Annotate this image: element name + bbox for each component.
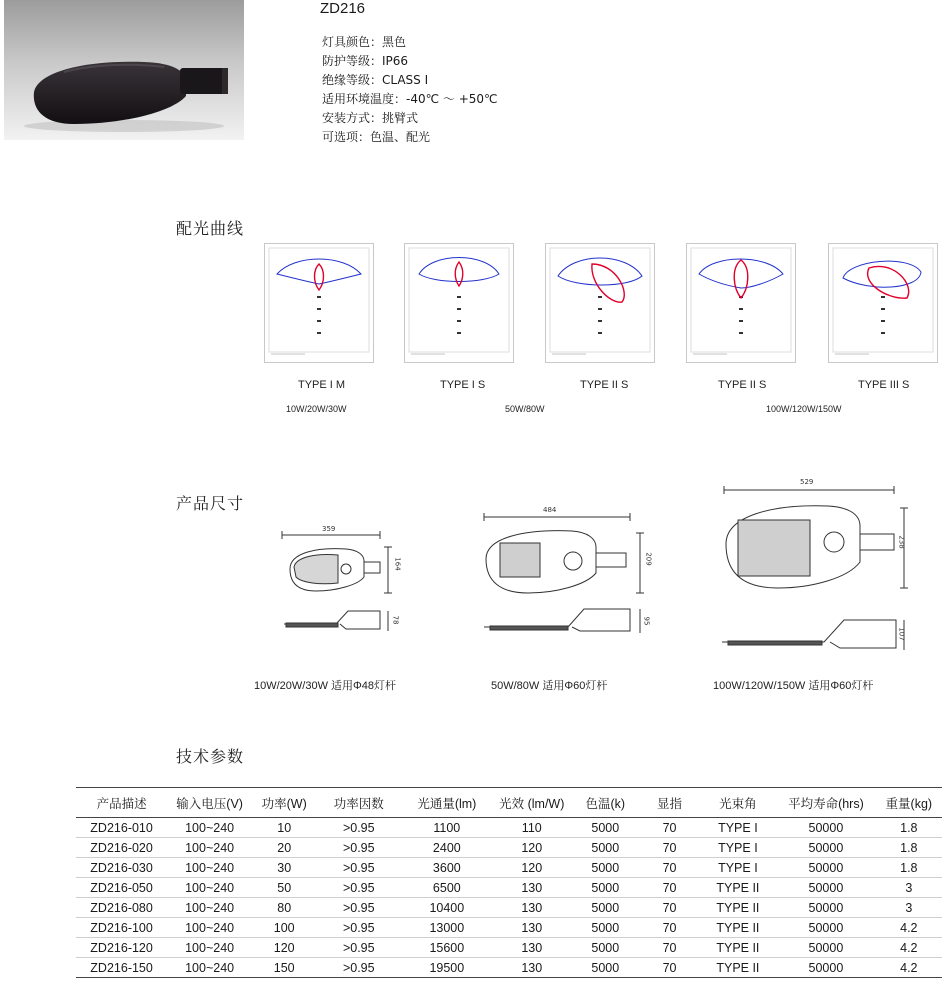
header-beam: 光束角	[700, 788, 777, 818]
table-cell: 50000	[776, 958, 875, 978]
table-cell: ZD216-120	[76, 938, 167, 958]
table-cell: 1.8	[876, 818, 942, 838]
table-row	[76, 918, 942, 938]
dim-width-medium: 484	[543, 506, 557, 514]
header-product: 产品描述	[76, 788, 167, 818]
table-cell: 120	[492, 838, 571, 858]
table-row	[76, 938, 942, 958]
table-cell: 70	[639, 838, 699, 858]
table-cell: 20	[252, 838, 316, 858]
table-cell: 5000	[571, 958, 639, 978]
tech-params-table	[76, 787, 942, 978]
table-cell: >0.95	[316, 818, 401, 838]
curve-power-3: 100W/120W/150W	[766, 404, 842, 414]
table-cell: 50000	[776, 918, 875, 938]
table-cell: 10400	[401, 898, 492, 918]
curve-label-2: TYPE I S	[440, 379, 486, 391]
table-cell: >0.95	[316, 918, 401, 938]
table-cell: 4.2	[876, 938, 942, 958]
table-cell: 70	[639, 918, 699, 938]
curve-label-4: TYPE II S	[718, 379, 767, 391]
curve-red-series	[734, 260, 748, 298]
curve-label-1: TYPE I M	[298, 379, 346, 391]
light-curve-chart	[404, 243, 514, 363]
curve-blue-series	[699, 259, 783, 288]
table-cell: ZD216-020	[76, 838, 167, 858]
dim-caption-large: 100W/120W/150W 适用Φ60灯杆	[713, 680, 874, 692]
dim-height-large: 238	[897, 535, 906, 549]
light-curve-chart	[828, 243, 938, 363]
header-power: 功率(W)	[252, 788, 316, 818]
table-cell: 100~240	[167, 818, 252, 838]
table-row	[76, 898, 942, 918]
table-cell: 6500	[401, 878, 492, 898]
dim-height-small: 164	[393, 557, 402, 571]
dimension-drawing-small	[276, 525, 406, 640]
table-row	[76, 958, 942, 978]
table-cell: >0.95	[316, 858, 401, 878]
table-cell: 70	[639, 958, 699, 978]
table-cell: 130	[492, 958, 571, 978]
table-cell: 70	[639, 938, 699, 958]
table-cell: 50000	[776, 898, 875, 918]
table-row	[76, 858, 942, 878]
table-cell: >0.95	[316, 878, 401, 898]
section-title-light-curve: 配光曲线	[176, 219, 245, 238]
curve-label-5: TYPE III S	[858, 379, 910, 391]
header-cri: 显指	[639, 788, 699, 818]
table-cell: 1.8	[876, 838, 942, 858]
table-cell: 5000	[571, 858, 639, 878]
table-cell: TYPE II	[700, 918, 777, 938]
header-cct: 色温(k)	[571, 788, 639, 818]
light-curve-plot	[829, 244, 937, 362]
table-row	[76, 878, 942, 898]
table-cell: TYPE I	[700, 818, 777, 838]
table-cell: 4.2	[876, 918, 942, 938]
dim-height-medium: 209	[644, 552, 653, 566]
table-cell: 50000	[776, 838, 875, 858]
table-cell: 120	[492, 858, 571, 878]
table-cell: 70	[639, 858, 699, 878]
table-cell: 5000	[571, 818, 639, 838]
curve-red-series	[592, 264, 624, 302]
table-cell: 100	[252, 918, 316, 938]
table-cell: 70	[639, 898, 699, 918]
table-cell: 19500	[401, 958, 492, 978]
light-curve-chart	[545, 243, 655, 363]
street-lamp-image	[4, 0, 244, 140]
table-cell: >0.95	[316, 958, 401, 978]
table-cell: 50000	[776, 818, 875, 838]
table-cell: 120	[252, 938, 316, 958]
light-curve-chart	[686, 243, 796, 363]
table-cell: TYPE II	[700, 938, 777, 958]
table-cell: 2400	[401, 838, 492, 858]
table-cell: 5000	[571, 838, 639, 858]
dim-width-small: 359	[322, 525, 336, 533]
table-cell: 4.2	[876, 958, 942, 978]
curve-blue-series	[277, 259, 361, 284]
table-cell: TYPE I	[700, 858, 777, 878]
table-cell: >0.95	[316, 838, 401, 858]
header-voltage: 输入电压(V)	[167, 788, 252, 818]
table-cell: 130	[492, 898, 571, 918]
spec-color: 灯具颜色：黑色	[322, 35, 407, 49]
curve-blue-series	[558, 258, 642, 285]
table-cell: ZD216-050	[76, 878, 167, 898]
dim-side-large: 107	[897, 627, 906, 641]
table-cell: >0.95	[316, 938, 401, 958]
table-cell: 100~240	[167, 858, 252, 878]
table-cell: TYPE II	[700, 898, 777, 918]
dim-width-large: 529	[800, 478, 814, 486]
product-photo	[4, 0, 244, 140]
table-cell: 70	[639, 878, 699, 898]
dimension-drawing-large	[716, 478, 916, 660]
header-lifetime: 平均寿命(hrs)	[776, 788, 875, 818]
table-cell: ZD216-030	[76, 858, 167, 878]
spec-options: 可选项：色温、配光	[322, 130, 431, 144]
table-cell: 50000	[776, 938, 875, 958]
table-cell: 100~240	[167, 838, 252, 858]
header-efficacy: 光效 (lm/W)	[492, 788, 571, 818]
curve-red-series	[315, 264, 324, 290]
spec-temperature: 适用环境温度：-40℃ ～ +50℃	[322, 92, 498, 106]
dimension-drawing-medium	[476, 505, 661, 645]
table-cell: 130	[492, 918, 571, 938]
table-cell: 100~240	[167, 958, 252, 978]
table-cell: 3	[876, 878, 942, 898]
spec-list	[322, 33, 498, 147]
table-cell: ZD216-150	[76, 958, 167, 978]
table-cell: 5000	[571, 898, 639, 918]
table-cell: 150	[252, 958, 316, 978]
header-power-factor: 功率因数	[316, 788, 401, 818]
header-weight: 重量(kg)	[876, 788, 942, 818]
table-row	[76, 818, 942, 838]
dim-caption-medium: 50W/80W 适用Φ60灯杆	[491, 680, 608, 692]
table-cell: 10	[252, 818, 316, 838]
curve-label-3: TYPE II S	[580, 379, 629, 391]
dim-caption-small: 10W/20W/30W 适用Φ48灯杆	[254, 680, 397, 692]
table-cell: ZD216-080	[76, 898, 167, 918]
table-cell: 100~240	[167, 938, 252, 958]
curve-power-1: 10W/20W/30W	[286, 404, 347, 414]
table-cell: 15600	[401, 938, 492, 958]
table-cell: >0.95	[316, 898, 401, 918]
dim-side-medium: 95	[642, 616, 651, 626]
table-header-row	[76, 788, 942, 818]
table-cell: TYPE II	[700, 958, 777, 978]
table-cell: 3600	[401, 858, 492, 878]
table-cell: 50	[252, 878, 316, 898]
light-curve-plot	[687, 244, 795, 362]
section-title-dimensions: 产品尺寸	[176, 494, 245, 513]
spec-ip-rating: 防护等级：IP66	[322, 54, 409, 68]
table-cell: 130	[492, 938, 571, 958]
table-cell: 13000	[401, 918, 492, 938]
curve-red-series	[868, 266, 909, 298]
section-title-tech-params: 技术参数	[176, 747, 245, 766]
spec-mounting: 安装方式：挑臂式	[322, 111, 419, 125]
table-cell: 5000	[571, 938, 639, 958]
light-curve-plot	[265, 244, 373, 362]
table-cell: 1100	[401, 818, 492, 838]
table-cell: 100~240	[167, 878, 252, 898]
table-cell: 130	[492, 878, 571, 898]
table-cell: 80	[252, 898, 316, 918]
table-cell: TYPE I	[700, 838, 777, 858]
table-cell: ZD216-100	[76, 918, 167, 938]
table-cell: 70	[639, 818, 699, 838]
table-cell: 100~240	[167, 918, 252, 938]
table-cell: ZD216-010	[76, 818, 167, 838]
curve-power-2: 50W/80W	[505, 404, 545, 414]
table-cell: 5000	[571, 918, 639, 938]
table-row	[76, 838, 942, 858]
product-model: ZD216	[320, 0, 366, 17]
table-cell: 50000	[776, 858, 875, 878]
light-curve-plot	[546, 244, 654, 362]
table-cell: 50000	[776, 878, 875, 898]
header-lumen: 光通量(lm)	[401, 788, 492, 818]
table-cell: 110	[492, 818, 571, 838]
curve-blue-series	[843, 261, 921, 287]
dim-side-small: 78	[391, 615, 400, 625]
curve-red-series	[455, 262, 463, 286]
spec-insulation: 绝缘等级：CLASS Ⅰ	[322, 73, 429, 87]
table-cell: 100~240	[167, 898, 252, 918]
table-cell: TYPE II	[700, 878, 777, 898]
light-curve-chart	[264, 243, 374, 363]
table-cell: 30	[252, 858, 316, 878]
table-cell: 3	[876, 898, 942, 918]
table-cell: 1.8	[876, 858, 942, 878]
table-cell: 5000	[571, 878, 639, 898]
light-curve-plot	[405, 244, 513, 362]
